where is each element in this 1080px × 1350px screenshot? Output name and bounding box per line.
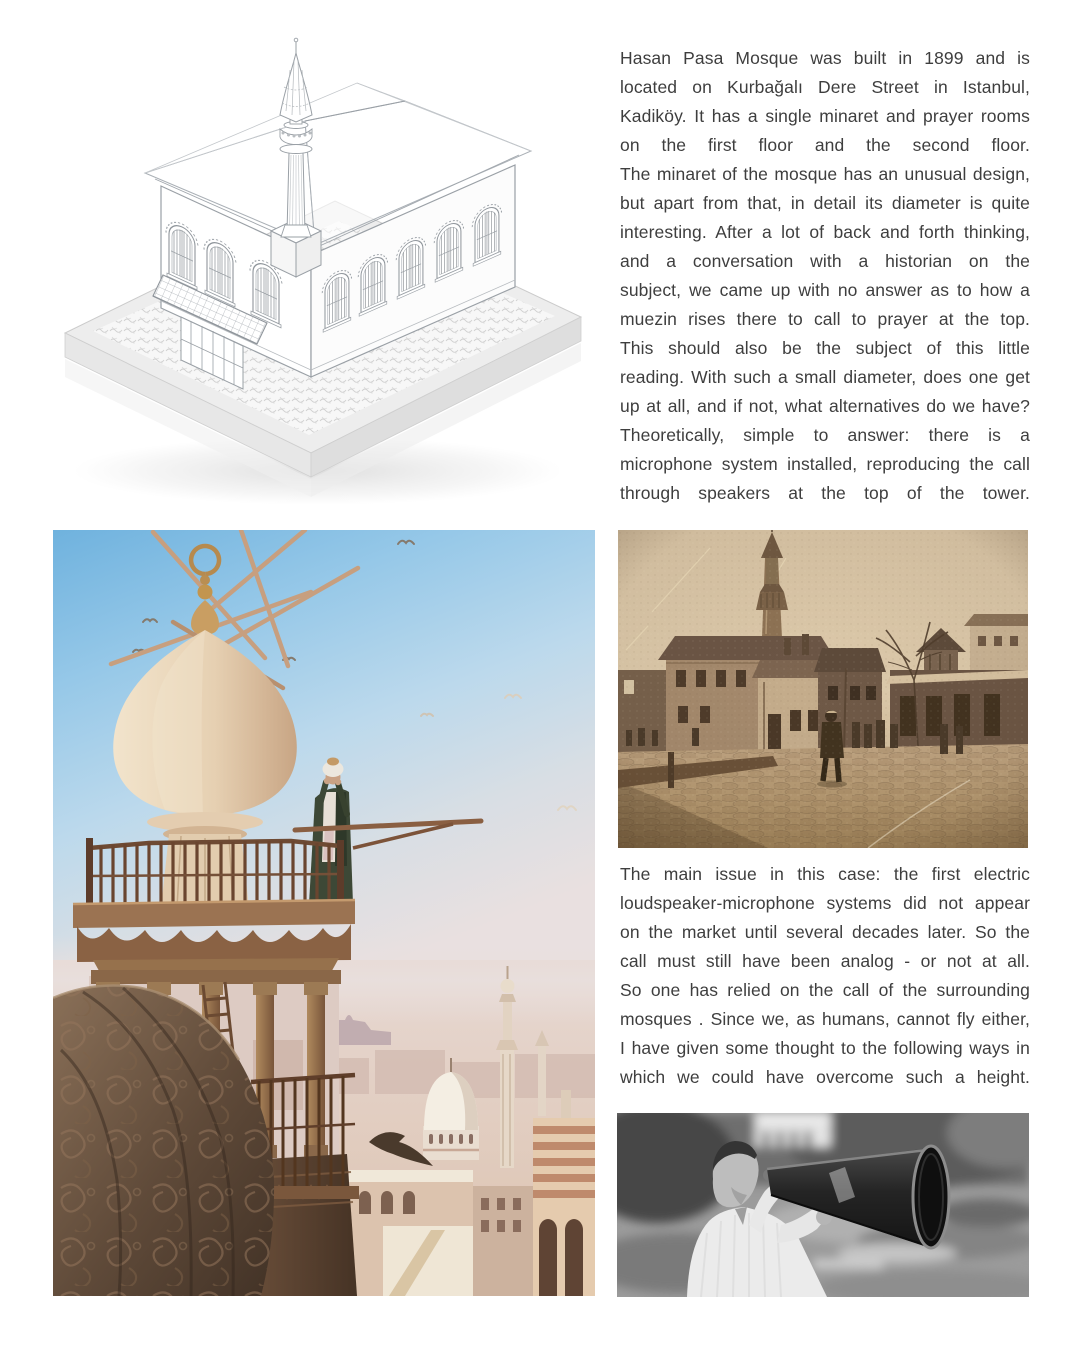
- megaphone-man-photo: [617, 1113, 1029, 1297]
- text-line: on the first floor and the second floor.: [620, 135, 1030, 155]
- text-line: This should also be the subject of this little: [620, 338, 1030, 358]
- text-line: The minaret of the mosque has an unusual design,: [620, 164, 1030, 184]
- text-line: I have given some thought to the following ways in: [620, 1038, 1030, 1058]
- text-line: through speakers at the top of the tower.: [620, 483, 1030, 503]
- text-line: microphone system installed, reproducing the call: [620, 454, 1030, 474]
- text-line: loudspeaker-microphone systems did not appear: [620, 893, 1030, 913]
- intro-paragraph: [620, 44, 1030, 508]
- text-line: Hasan Pasa Mosque was built in 1899 and is: [620, 48, 1030, 68]
- text-line: and a conversation with a historian on the: [620, 251, 1030, 271]
- text-line: So one has relied on the call of the surrounding: [620, 980, 1030, 1000]
- text-line: interesting. After a lot of back and forth thinking,: [620, 222, 1030, 242]
- text-line: call must still have been analog - or not at all.: [620, 951, 1030, 971]
- text-line: reading. With such a small diameter, does one get: [620, 367, 1030, 387]
- text-line: on the market until several decades later. So the: [620, 922, 1030, 942]
- text-line: but apart from that, in detail its diameter is quite: [620, 193, 1030, 213]
- text-line: up at all, and if not, what alternatives do we have?: [620, 396, 1030, 416]
- historic-street-photo: [618, 530, 1028, 848]
- muezzin-minaret-painting: [53, 530, 595, 1296]
- text-line: Kadiköy. It has a single minaret and prayer rooms: [620, 106, 1030, 126]
- mosque-isometric-drawing: [53, 25, 593, 520]
- text-line: muezin rises there to call to prayer at the top.: [620, 309, 1030, 329]
- text-line: Theoretically, simple to answer: there is a: [620, 425, 1030, 445]
- body-paragraph: [620, 860, 1030, 1092]
- text-line: The main issue in this case: the first electric: [620, 864, 1030, 884]
- text-line: mosques . Since we, as humans, cannot fly either,: [620, 1009, 1030, 1029]
- text-line: located on Kurbağalı Dere Street in Istanbul,: [620, 77, 1030, 97]
- text-line: which we could have overcome such a height.: [620, 1067, 1030, 1087]
- text-line: subject, we came up with no answer as to how a: [620, 280, 1030, 300]
